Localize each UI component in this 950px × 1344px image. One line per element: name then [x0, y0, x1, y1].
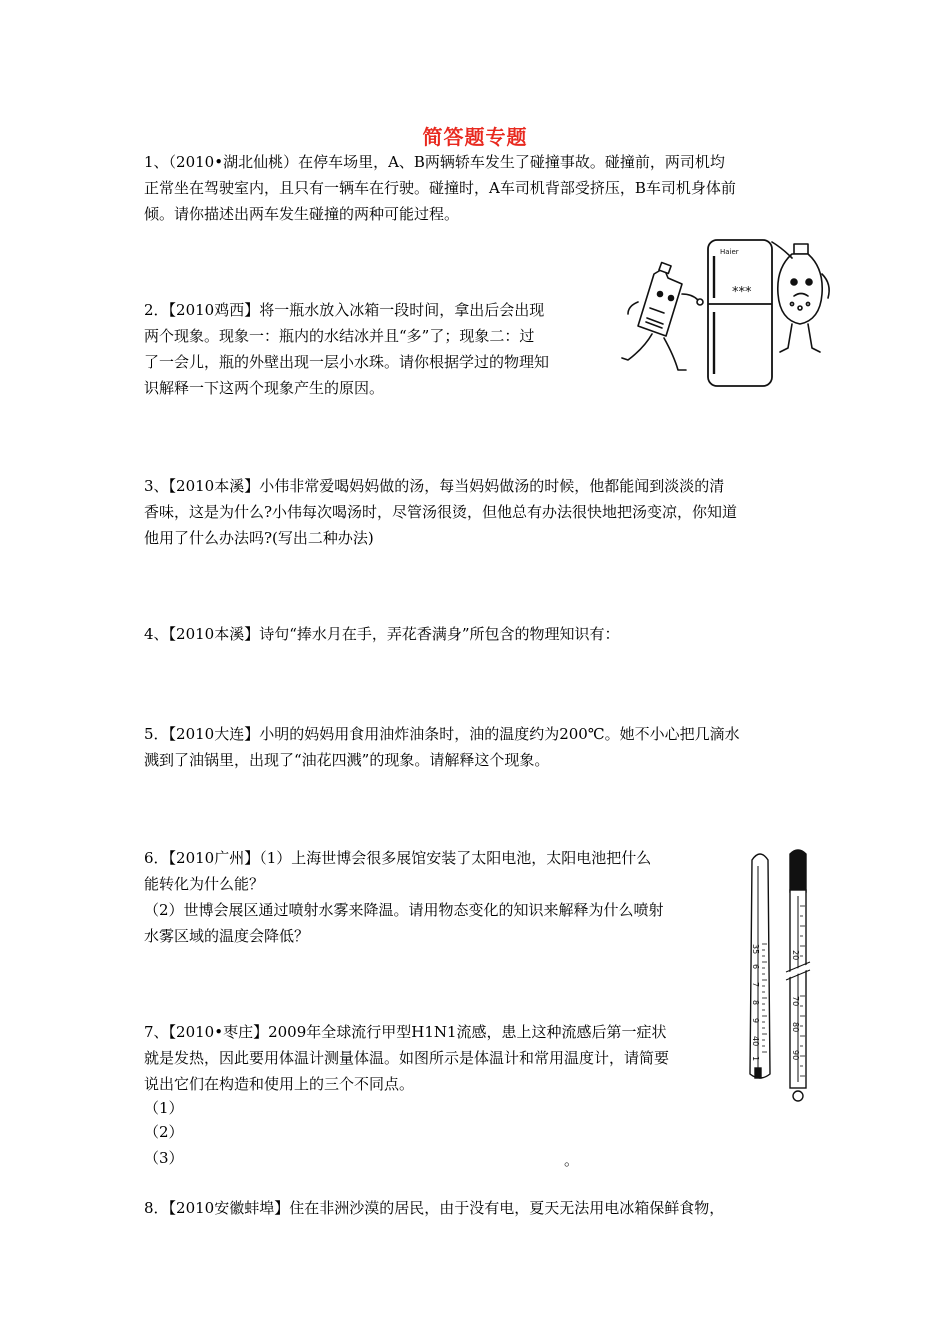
lab-tick-label: 80	[791, 1022, 800, 1033]
q6-line-4: 水雾区域的温度会降低？	[144, 927, 310, 945]
q5-line-1: 5．【2010大连】小明的妈妈用食用油炸油条时，油的温度约为200℃。她不小心把几滴水	[144, 725, 740, 743]
q7-end-mark: 。	[564, 1151, 580, 1169]
lab-tick-label: 70	[791, 996, 800, 1007]
q2-line-2: 两个现象。现象一：瓶内的水结冰并且“多”了；现象二：过	[144, 327, 535, 345]
q7-answer-2: （2）	[144, 1123, 184, 1141]
q3-line-2: 香味，这是为什么?小伟每次喝汤时，尽管汤很烫，但他总有办法很快地把汤变凉，你知道	[144, 503, 738, 521]
lab-tick-label: 20	[791, 950, 800, 961]
q1-line-2: 正常坐在驾驶室内，且只有一辆车在行驶。碰撞时，A车司机背部受挤压，B车司机身体前	[144, 179, 736, 197]
q6-line-2: 能转化为什么能？	[144, 875, 265, 893]
q6-line-1: 6．【2010广州】（1）上海世博会很多展馆安装了太阳电池，太阳电池把什么	[144, 849, 652, 867]
clinical-tick-label: 7	[751, 982, 760, 988]
fridge-brand-label: Haier	[720, 248, 739, 256]
clinical-tick-label: 1	[751, 1056, 760, 1062]
q7-answer-1: （1）	[144, 1099, 184, 1117]
q2-line-4: 识解释一下这两个现象产生的原因。	[144, 379, 385, 397]
lab-tick-label: 90	[791, 1050, 800, 1061]
q4-line-1: 4、【2010本溪】诗句“捧水月在手，弄花香满身”所包含的物理知识有：	[144, 625, 620, 643]
thermometers-illustration	[742, 846, 822, 1106]
q2-line-1: 2．【2010鸡西】将一瓶水放入冰箱一段时间，拿出后会出现	[144, 301, 545, 319]
q1-line-3: 倾。请你描述出两车发生碰撞的两种可能过程。	[144, 205, 460, 223]
clinical-tick-label: 8	[751, 1000, 760, 1006]
q3-line-1: 3、【2010本溪】小伟非常爱喝妈妈做的汤，每当妈妈做汤的时候，他都能闻到淡淡的清	[144, 477, 725, 495]
clinical-tick-label: 9	[751, 1018, 760, 1024]
q1-line-1: 1、（2010•湖北仙桃）在停车场里，A、B两辆轿车发生了碰撞事故。碰撞前，两司机均	[144, 153, 725, 171]
clinical-tick-label: 35	[751, 944, 760, 955]
q7-answer-3: （3）	[144, 1149, 184, 1167]
q2-line-3: 了一会儿，瓶的外壁出现一层小水珠。请你根据学过的物理知	[144, 353, 550, 371]
q8-line-1: 8．【2010安徽蚌埠】住在非洲沙漠的居民，由于没有电，夏天无法用电冰箱保鲜食物，	[144, 1199, 725, 1217]
q3-line-3: 他用了什么办法吗?(写出二种办法)	[144, 529, 374, 547]
q7-line-3: 说出它们在构造和使用上的三个不同点。	[144, 1075, 415, 1093]
q6-line-3: （2）世博会展区通过喷射水雾来降温。请用物态变化的知识来解释为什么喷射	[144, 901, 664, 919]
q7-line-2: 就是发热，因此要用体温计测量体温。如图所示是体温计和常用温度计，请简要	[144, 1049, 670, 1067]
page-title: 简答题专题	[422, 125, 528, 149]
q7-line-1: 7、【2010•枣庄】2009年全球流行甲型H1N1流感，患上这种流感后第一症状	[144, 1023, 667, 1041]
clinical-tick-label: 6	[751, 964, 760, 970]
fridge-snowflake-icon: ***	[732, 285, 752, 300]
q5-line-2: 溅到了油锅里，出现了“油花四溅”的现象。请解释这个现象。	[144, 751, 550, 769]
clinical-tick-label: 40	[751, 1036, 760, 1047]
fridge-bottles-illustration	[616, 234, 840, 394]
